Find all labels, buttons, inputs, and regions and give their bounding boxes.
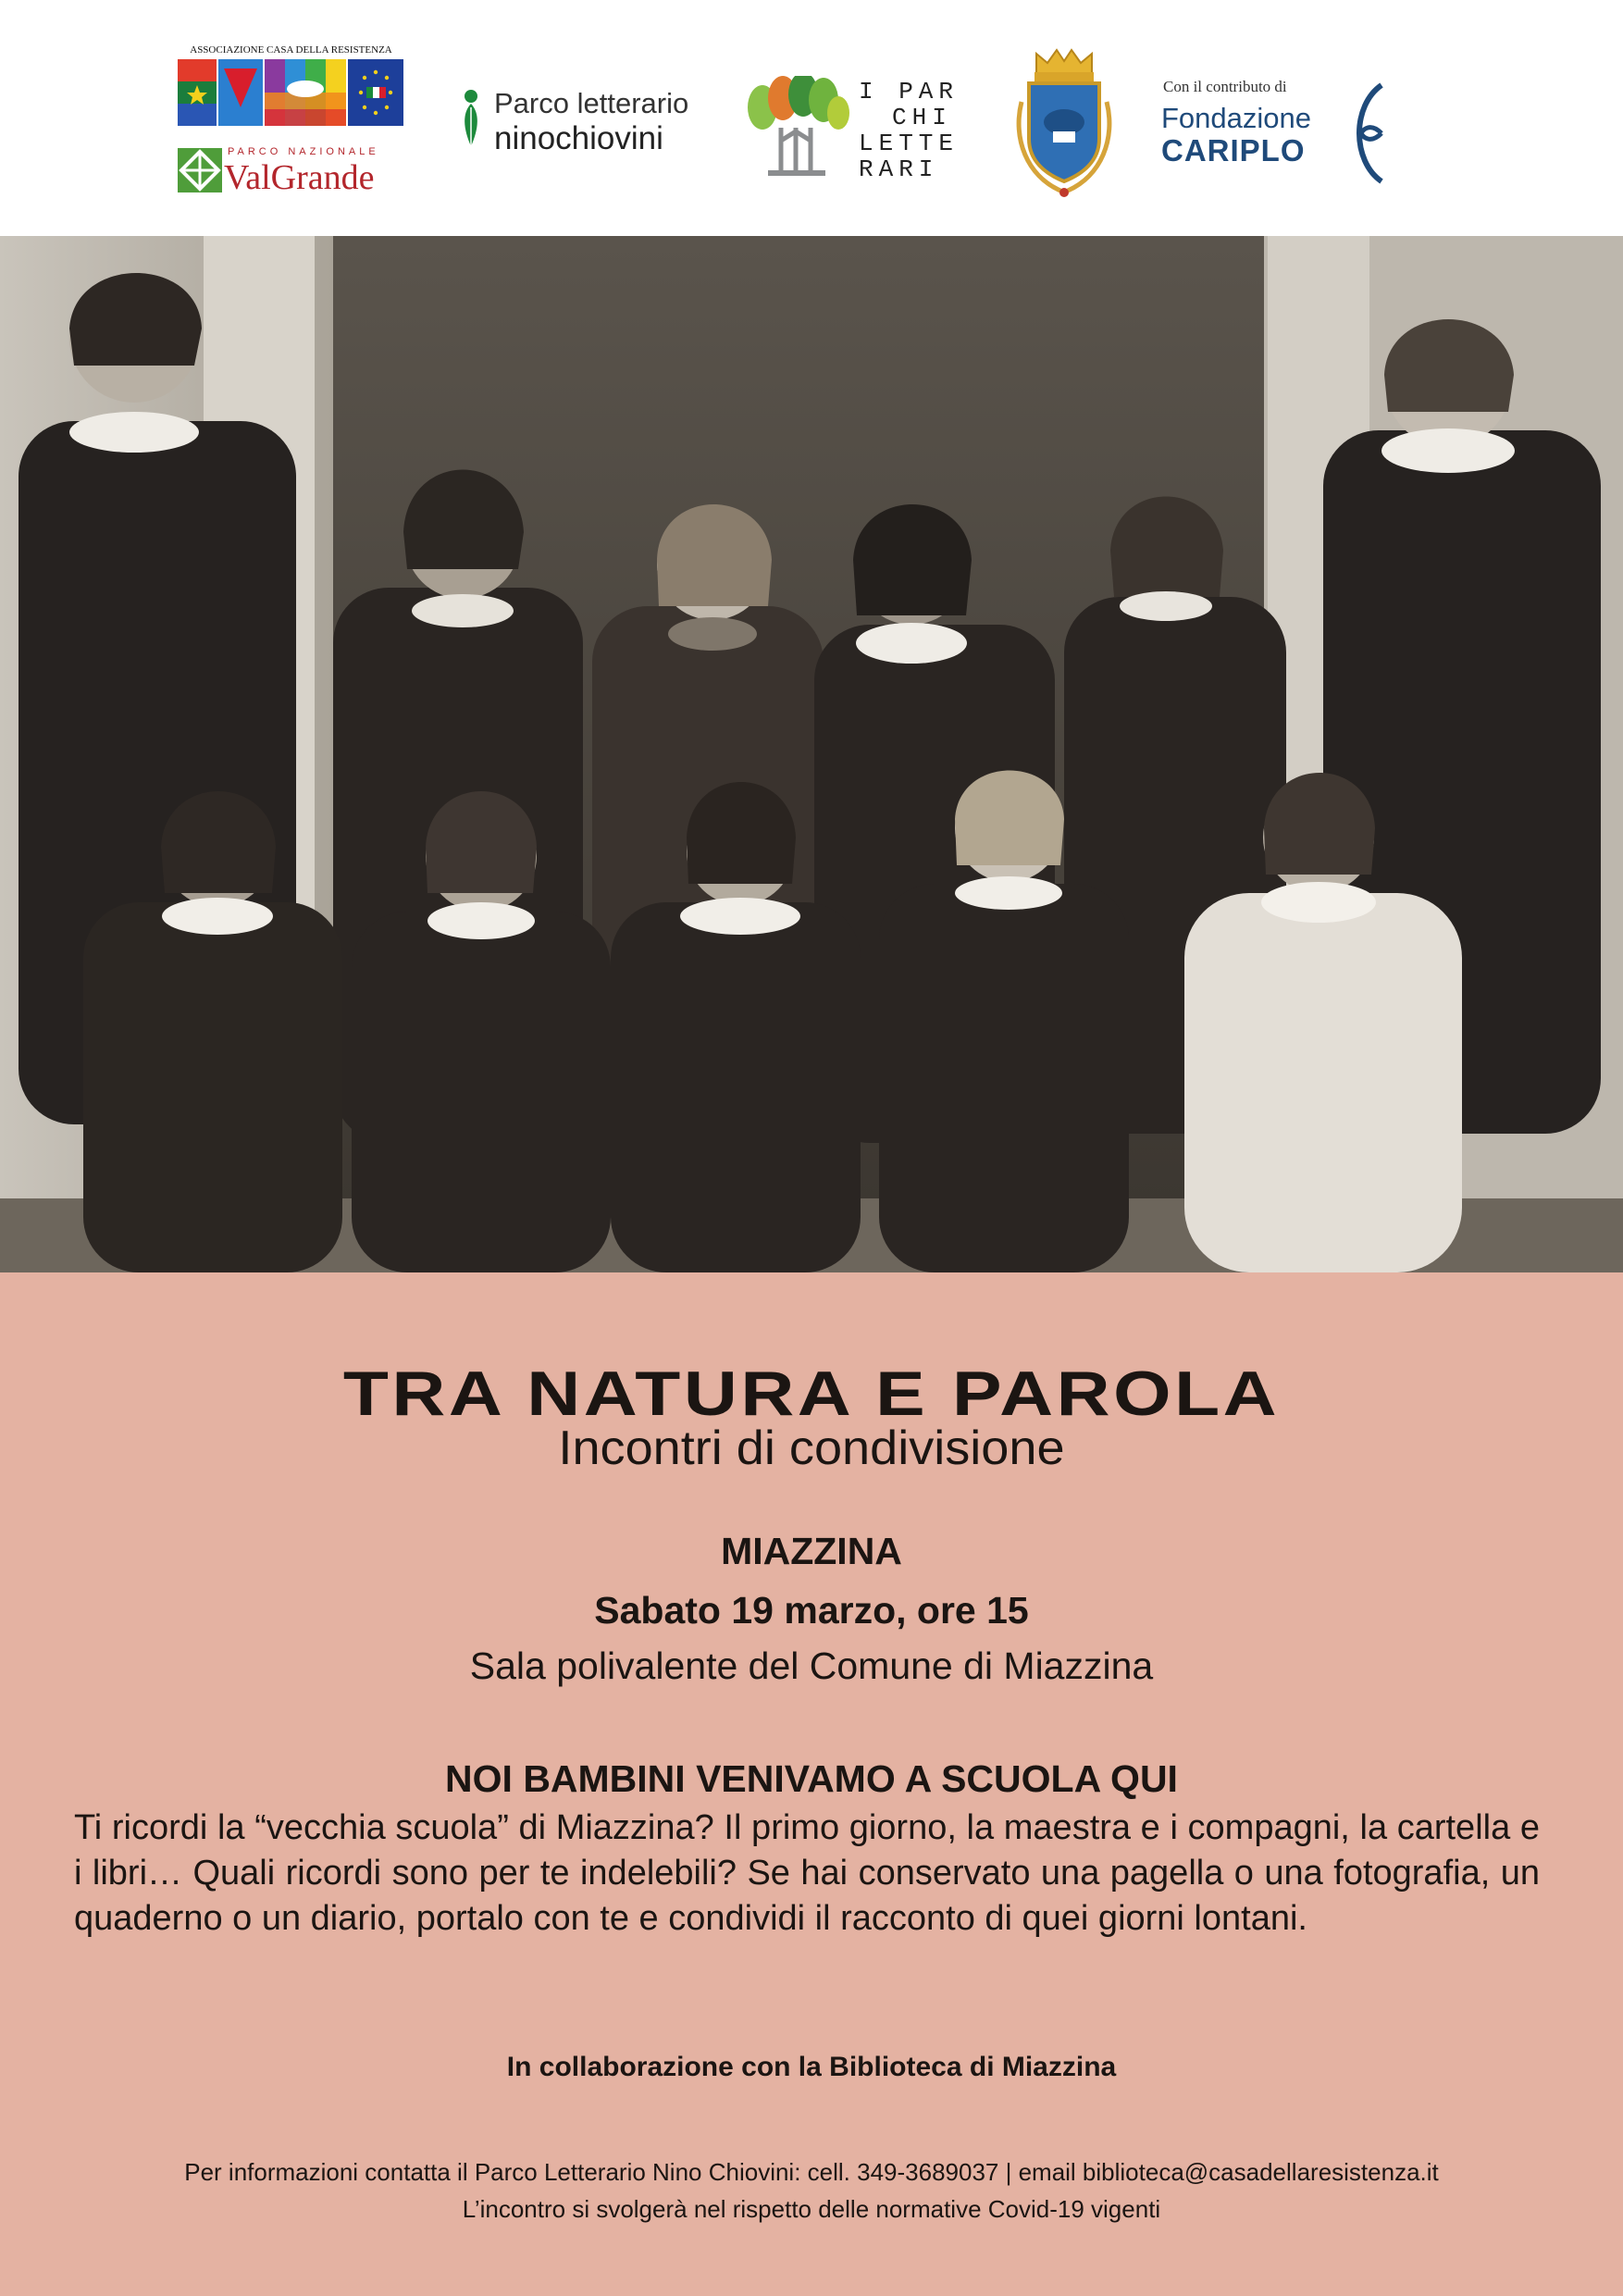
- schoolgirls-photo: [0, 236, 1623, 1272]
- parco-letterario-logo: [459, 85, 718, 159]
- event-info-panel: [0, 1272, 1623, 2296]
- comune-crest-icon: [1009, 46, 1120, 204]
- flags-icon: [178, 59, 403, 126]
- assoc-resistenza-label: ASSOCIAZIONE CASA DELLA RESISTENZA: [190, 44, 392, 56]
- event-title: TRA NATURA E PAROLA: [342, 1359, 1281, 1429]
- collaboration-note: In collaborazione con la Biblioteca di Miazzina: [506, 2052, 1117, 2082]
- cariplo-mark-icon: [1344, 81, 1387, 185]
- event-venue: Sala polivalente del Comune di Miazzina: [469, 1644, 1154, 1687]
- valgrande-leaf-icon: [178, 148, 222, 192]
- quill-icon: [459, 89, 483, 148]
- cariplo-prefix: Con il contributo di: [1163, 78, 1287, 95]
- valgrande-label: ValGrande: [224, 158, 375, 197]
- parchi-line1: I PAR: [859, 78, 960, 105]
- logo-bar: [0, 0, 1623, 236]
- class-photo: [0, 236, 1623, 1272]
- contact-info: Per informazioni contatta il Parco Letterario Nino Chiovini: cell. 349-3689037 | email biblioteca@casadellaresistenza.it: [184, 2158, 1439, 2186]
- parchi-line3: LETTE: [859, 130, 960, 157]
- parchi-line2: CHI: [892, 104, 952, 131]
- parchi-line4: RARI: [859, 155, 939, 183]
- parco-nazionale-label: PARCO NAZIONALE: [228, 146, 379, 157]
- cariplo-line2: CARIPLO: [1161, 133, 1306, 168]
- parchi-letterari-logo: [744, 76, 975, 187]
- assoc-resistenza-logo: [178, 44, 404, 202]
- event-subtitle: Incontri di condivisione: [558, 1421, 1065, 1475]
- cariplo-line1: Fondazione: [1161, 102, 1312, 134]
- parco-letterario-line1: Parco letterario: [494, 87, 689, 119]
- trees-icon: [744, 76, 849, 178]
- cariplo-logo: [1161, 78, 1402, 189]
- event-heading: NOI BAMBINI VENIVAMO A SCUOLA QUI: [445, 1757, 1178, 1800]
- parco-letterario-line2: ninochiovini: [494, 120, 663, 156]
- event-location: MIAZZINA: [721, 1530, 902, 1572]
- event-date: Sabato 19 marzo, ore 15: [594, 1589, 1029, 1632]
- event-description: Ti ricordi la “vecchia scuola” di Miazzina? Il primo giorno, la maestra e i compagni, la cartella e i libri… Quali ricordi sono per te indelebili? Se hai conservato una pagella o una fotografia, un quaderno o un diario, portalo con te e condividi il racconto di quei giorni lontani.: [74, 1808, 1540, 1938]
- covid-note: L’incontro si svolgerà nel rispetto delle normative Covid-19 vigenti: [462, 2195, 1161, 2223]
